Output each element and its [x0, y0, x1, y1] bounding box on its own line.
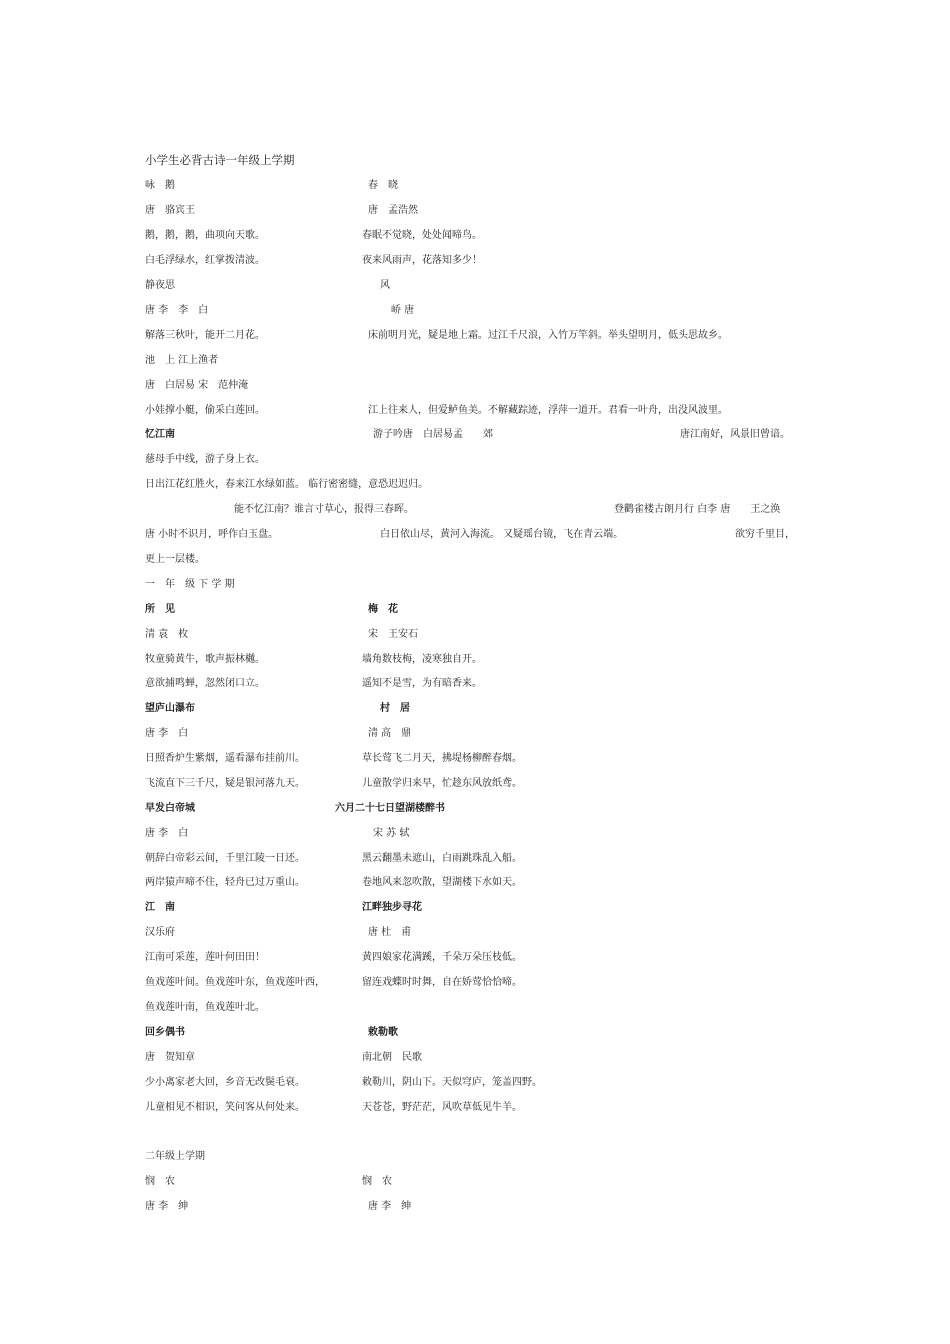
poem-title: 春 晓	[368, 180, 398, 191]
poem-title: 所 见	[145, 604, 175, 615]
poem-line: 鱼戏莲叶间。鱼戏莲叶东，鱼戏莲叶西，	[145, 977, 325, 988]
poem-line: 天苍苍，野茫茫，风吹草低见牛羊。	[362, 1102, 522, 1113]
poem-line: 牧童骑黄牛，歌声振林樾。	[145, 654, 265, 665]
poem-title: 忆江南	[145, 429, 175, 440]
poem-line: 遥知不是雪，为有暗香来。	[362, 678, 482, 689]
poem-author: 峤 唐	[391, 305, 415, 316]
poem-title: 早发白帝城	[145, 803, 195, 814]
poem-title: 悯 农	[362, 1176, 392, 1187]
poem-author: 清 高 鼎	[368, 728, 412, 739]
poem-line: 日出江花红胜火，春来江水绿如蓝。 临行密密缝，意恐迟迟归。	[145, 479, 429, 490]
poem-title: 六月二十七日望湖楼醉书	[335, 803, 445, 814]
poem-line: 草长莺飞二月天，拂堤杨柳醉春烟。	[362, 753, 522, 764]
poem-line: 春眠不觉晓，处处闻啼鸟。	[362, 230, 482, 241]
poem-author: 唐 白居易 宋 范仲淹	[145, 380, 249, 391]
poem-title: 梅 花	[368, 604, 398, 615]
poem-author: 宋 王安石	[368, 629, 418, 640]
poem-author: 唐 杜 甫	[368, 927, 412, 938]
poem-line: 敕勒川，阴山下。天似穹庐，笼盖四野。	[362, 1077, 542, 1088]
poem-title: 风	[380, 280, 390, 291]
poem-line: 江南可采莲，莲叶何田田！	[145, 952, 265, 963]
section-heading: 一 年 级 下 学 期	[145, 579, 235, 590]
poem-line: 鹅，鹅，鹅，曲项向天歌。	[145, 230, 265, 241]
poem-line: 黑云翻墨未遮山，白雨跳珠乱入船。	[362, 853, 522, 864]
poem-title: 咏 鹅	[145, 180, 175, 191]
poem-line: 更上一层楼。	[145, 554, 205, 565]
poem-line: 床前明月光，疑是地上霜。过江千尺浪，入竹万竿斜。举头望明月，低头思故乡。	[368, 330, 728, 341]
poem-line: 少小离家老大回，乡音无改鬓毛衰。	[145, 1077, 305, 1088]
poem-author: 宋 苏 轼	[373, 828, 410, 839]
poem-title: 江畔独步寻花	[362, 902, 422, 913]
poem-line: 两岸猿声啼不住，轻舟已过万重山。	[145, 877, 305, 888]
poem-author: 清 袁 枚	[145, 629, 189, 640]
poem-line: 夜来风雨声，花落知多少！	[362, 255, 482, 266]
poem-author: 唐 李 白	[145, 828, 189, 839]
poem-title: 敕勒歌	[368, 1027, 398, 1038]
poem-line: 能不忆江南？谁言寸草心，报得三春晖。	[234, 504, 414, 515]
poem-author: 唐 李 白	[145, 728, 189, 739]
poem-line: 留连戏蝶时时舞，自在娇莺恰恰啼。	[362, 977, 522, 988]
poem-line: 慈母手中线，游子身上衣。	[145, 454, 265, 465]
poem-author: 唐 李 李 白	[145, 305, 209, 316]
poem-line: 江上往来人，但爱鲈鱼美。不解藏踪迹，浮萍一道开。君看一叶舟，出没风波里。	[368, 405, 728, 416]
poem-author: 唐 贺知章	[145, 1052, 195, 1063]
poem-line: 墙角数枝梅，凌寒独自开。	[362, 654, 482, 665]
poem-line: 日照香炉生紫烟，遥看瀑布挂前川。	[145, 753, 305, 764]
poem-line: 小娃撑小艇，偷采白莲回。	[145, 405, 265, 416]
poem-line: 儿童散学归来早，忙趁东风放纸鸢。	[362, 778, 522, 789]
poem-line: 卷地风来忽吹散，望湖楼下水如天。	[362, 877, 522, 888]
poem-title: 池 上 江上渔者	[145, 355, 219, 366]
poem-author: 南北朝 民歌	[362, 1052, 422, 1063]
poem-title: 悯 农	[145, 1176, 175, 1187]
poem-line: 朝辞白帝彩云间，千里江陵一日还。	[145, 853, 305, 864]
poem-title: 村 居	[380, 703, 410, 714]
poem-author: 唐 李 绅	[145, 1201, 189, 1212]
poem-line: 意欲捕鸣蝉，忽然闭口立。	[145, 678, 265, 689]
poem-author: 唐 孟浩然	[368, 205, 418, 216]
section-heading: 二年级上学期	[145, 1151, 205, 1162]
poem-author: 唐 李 绅	[368, 1201, 412, 1212]
poem-line: 飞流直下三千尺，疑是银河落九天。	[145, 778, 305, 789]
poem-line: 解落三秋叶，能开二月花。	[145, 330, 265, 341]
poem-title: 登鹳雀楼古朗月行 白李 唐 王之涣	[614, 504, 781, 515]
poem-line: 鱼戏莲叶南，鱼戏莲叶北。	[145, 1002, 265, 1013]
poem-line: 欲穷千里目，	[735, 529, 795, 540]
poem-title: 江 南	[145, 902, 175, 913]
poem-line: 唐江南好，风景旧曾谙。	[680, 429, 790, 440]
poem-line: 唐 小时不识月，呼作白玉盘。	[145, 529, 279, 540]
poem-line: 儿童相见不相识，笑问客从何处来。	[145, 1102, 305, 1113]
poem-line: 白日依山尽，黄河入海流。 又疑瑶台镜，飞在青云端。	[380, 529, 624, 540]
poem-author: 汉乐府	[145, 927, 175, 938]
poem-title: 回乡偶书	[145, 1027, 185, 1038]
poem-line: 黄四娘家花满蹊，千朵万朵压枝低。	[362, 952, 522, 963]
poem-title: 静夜思	[145, 280, 175, 291]
poem-author: 唐 骆宾王	[145, 205, 195, 216]
poem-title: 望庐山瀑布	[145, 703, 195, 714]
page-title: 小学生必背古诗一年级上学期	[145, 153, 295, 167]
poem-title: 游子吟唐 白居易孟 郊	[373, 429, 493, 440]
poem-line: 白毛浮绿水，红掌拨清波。	[145, 255, 265, 266]
